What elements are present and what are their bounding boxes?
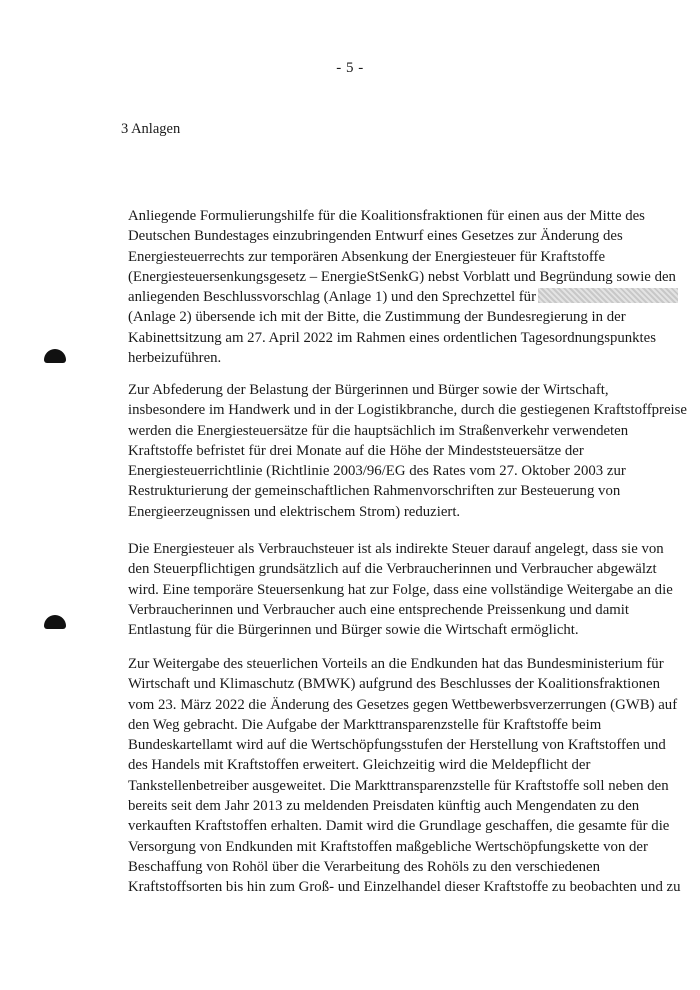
text-line: Verbraucherinnen und Verbraucher auch eine entsprechende Preissenkung und damit [128,601,629,618]
text-line: den Steuerpflichtigen grundsätzlich auf die Verbraucherinnen und Verbraucher abgewälzt [128,561,657,578]
text-line: Versorgung von Endkunden mit Kraftstoffen maßgebliche Wertschöpfungskette von der [128,838,648,855]
text-line: wird. Eine temporäre Steuersenkung hat zur Folge, dass eine vollständige Weitergabe an die [128,581,673,598]
text-line: Zur Abfederung der Belastung der Bürgerinnen und Bürger sowie der Wirtschaft, [128,382,609,398]
text-line: Kraftstoffsorten bis hin zum Groß- und Einzelhandel dieser Kraftstoffe zu beobachten und zu [128,879,681,896]
punch-hole-mark [44,349,66,363]
text-line: verkauften Kraftstoffen erhalten. Damit wird die Grundlage geschaffen, die gesamte für die [128,818,670,835]
text-line: Zur Weitergabe des steuerlichen Vorteils an die Endkunden hat das Bundesministerium für [128,656,664,672]
paragraph-1 [128,206,676,368]
text-line: (Energiesteuersenkungsgesetz – EnergieStSenkG) nebst Vorblatt und Begründung sowie den [128,268,676,285]
text-line: vom 23. März 2022 die Änderung des Gesetzes gegen Wettbewerbsverzerrungen (GWB) auf [128,696,678,713]
text-line: Wirtschaft und Klimaschutz (BMWK) aufgrund des Beschlusses der Koalitionsfraktionen [128,676,660,693]
paragraph-3 [128,539,673,640]
page-number: - 5 - [336,60,364,76]
text-line: Deutschen Bundestages einzubringenden Entwurf eines Gesetzes zur Änderung des [128,228,623,245]
text-line: Anliegende Formulierungshilfe für die Koalitionsfraktionen für einen aus der Mitte des [128,208,645,224]
text-line: werden die Energiesteuersätze für die hauptsächlich im Straßenverkehr verwendeten [128,422,629,439]
redaction-block [538,288,678,303]
punch-hole-mark [44,615,66,629]
text-line: Entlastung für die Bürgerinnen und Bürger sowie die Wirtschaft ermöglicht. [128,622,579,639]
text-line: den Weg gebracht. Die Aufgabe der Markttransparenzstelle für Kraftstoffe beim [128,716,602,733]
paragraph-4 [128,654,681,898]
text-line-with-redaction [128,287,658,307]
text-line: Energiesteuerrichtlinie (Richtlinie 2003/96/EG des Rates vom 27. Oktober 2003 zur [128,463,626,480]
text-line: Restrukturierung der gemeinschaftlichen Rahmenvorschriften zur Besteuerung von [128,483,621,500]
text-line: Tankstellenbetreiber ausgeweitet. Die Markttransparenzstelle für Kraftstoffe soll neben den [128,777,669,794]
attachments-label: 3 Anlagen [121,121,181,137]
text-line: Energieerzeugnissen und elektrischem Strom) reduziert. [128,503,461,520]
text-line: herbeizuführen. [128,350,222,367]
text-line: bereits seit dem Jahr 2013 zu meldenden Preisdaten künftig auch Mengendaten zu den [128,798,640,815]
text-line: Beschaffung von Rohöl über die Verarbeitung des Rohöls zu den verschiedenen [128,858,601,875]
text-line: Die Energiesteuer als Verbrauchsteuer ist als indirekte Steuer darauf angelegt, dass sie von [128,541,664,557]
text-line: Kabinettsitzung am 27. April 2022 im Rahmen eines ordentlichen Tagesordnungspunktes [128,329,656,346]
text-line: insbesondere im Handwerk und in der Logistikbranche, durch die gestiegenen Kraftstoffpreise [128,402,687,419]
text-line: (Anlage 2) übersende ich mit der Bitte, die Zustimmung der Bundesregierung in der [128,309,626,326]
text-line: des Handels mit Kraftstoffen erweitert. Gleichzeitig wird die Meldepflicht der [128,757,591,774]
text-line: Energiesteuerrechts zur temporären Absenkung der Energiesteuer für Kraftstoffe [128,248,606,265]
text-line: anliegenden Beschlussvorschlag (Anlage 1) und den Sprechzettel für [128,289,537,306]
paragraph-2 [128,380,687,522]
text-line: Kraftstoffe befristet für drei Monate auf die Höhe der Mindeststeuersätze der [128,442,584,459]
text-line: Bundeskartellamt wird auf die Wertschöpfungsstufen der Herstellung von Kraftstoffen und [128,737,666,754]
